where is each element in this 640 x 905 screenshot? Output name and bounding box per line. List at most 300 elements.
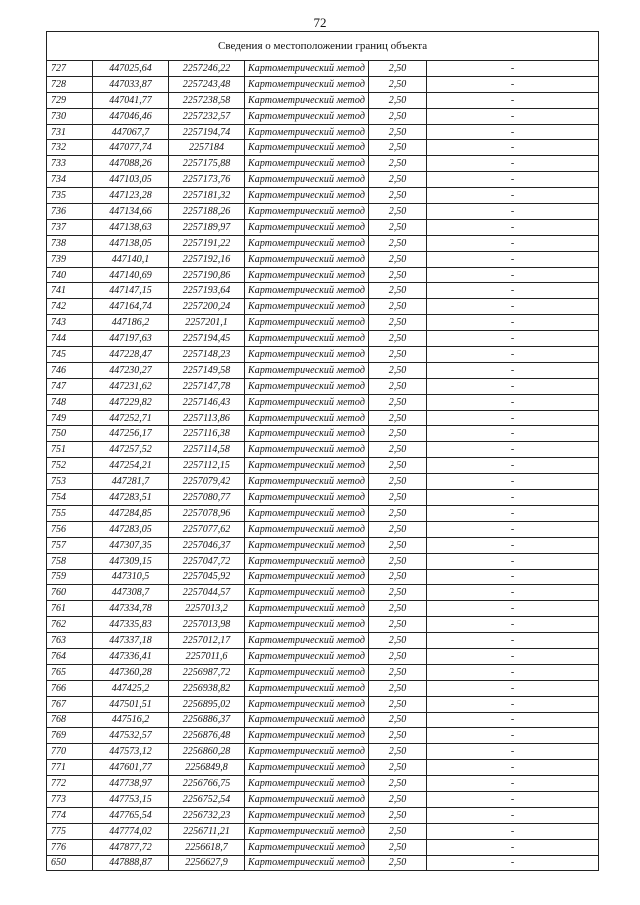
accuracy-cell: 2,50 bbox=[369, 505, 427, 521]
table-row bbox=[47, 267, 599, 283]
accuracy-cell: 2,50 bbox=[369, 283, 427, 299]
note-cell: - bbox=[427, 61, 599, 77]
method-cell: Картометрический метод bbox=[245, 680, 369, 696]
x-coordinate-cell: 447230,27 bbox=[93, 362, 169, 378]
note-cell: - bbox=[427, 410, 599, 426]
method-cell: Картометрический метод bbox=[245, 251, 369, 267]
method-cell: Картометрический метод bbox=[245, 537, 369, 553]
table-row bbox=[47, 394, 599, 410]
accuracy-cell: 2,50 bbox=[369, 92, 427, 108]
note-cell: - bbox=[427, 204, 599, 220]
table-row bbox=[47, 410, 599, 426]
point-number-cell: 769 bbox=[47, 728, 93, 744]
method-cell: Картометрический метод bbox=[245, 219, 369, 235]
x-coordinate-cell: 447123,28 bbox=[93, 188, 169, 204]
method-cell: Картометрический метод bbox=[245, 362, 369, 378]
point-number-cell: 727 bbox=[47, 61, 93, 77]
table-row bbox=[47, 601, 599, 617]
accuracy-cell: 2,50 bbox=[369, 172, 427, 188]
method-cell: Картометрический метод bbox=[245, 156, 369, 172]
y-coordinate-cell: 2257047,72 bbox=[169, 553, 245, 569]
y-coordinate-cell: 2257079,42 bbox=[169, 474, 245, 490]
method-cell: Картометрический метод bbox=[245, 823, 369, 839]
method-cell: Картометрический метод bbox=[245, 331, 369, 347]
point-number-cell: 650 bbox=[47, 855, 93, 871]
point-number-cell: 758 bbox=[47, 553, 93, 569]
table-row bbox=[47, 474, 599, 490]
x-coordinate-cell: 447877,72 bbox=[93, 839, 169, 855]
accuracy-cell: 2,50 bbox=[369, 490, 427, 506]
accuracy-cell: 2,50 bbox=[369, 156, 427, 172]
point-number-cell: 766 bbox=[47, 680, 93, 696]
note-cell: - bbox=[427, 839, 599, 855]
accuracy-cell: 2,50 bbox=[369, 776, 427, 792]
y-coordinate-cell: 2256895,02 bbox=[169, 696, 245, 712]
x-coordinate-cell: 447309,15 bbox=[93, 553, 169, 569]
x-coordinate-cell: 447077,74 bbox=[93, 140, 169, 156]
accuracy-cell: 2,50 bbox=[369, 823, 427, 839]
x-coordinate-cell: 447231,62 bbox=[93, 378, 169, 394]
point-number-cell: 764 bbox=[47, 648, 93, 664]
accuracy-cell: 2,50 bbox=[369, 378, 427, 394]
table-row bbox=[47, 728, 599, 744]
accuracy-cell: 2,50 bbox=[369, 664, 427, 680]
method-cell: Картометрический метод bbox=[245, 776, 369, 792]
y-coordinate-cell: 2257044,57 bbox=[169, 585, 245, 601]
note-cell: - bbox=[427, 442, 599, 458]
x-coordinate-cell: 447103,05 bbox=[93, 172, 169, 188]
y-coordinate-cell: 2256711,21 bbox=[169, 823, 245, 839]
accuracy-cell: 2,50 bbox=[369, 394, 427, 410]
note-cell: - bbox=[427, 648, 599, 664]
boundary-coordinates-table bbox=[46, 31, 599, 871]
page-number: 72 bbox=[313, 15, 327, 30]
accuracy-cell: 2,50 bbox=[369, 331, 427, 347]
accuracy-cell: 2,50 bbox=[369, 474, 427, 490]
point-number-cell: 729 bbox=[47, 92, 93, 108]
table-row bbox=[47, 442, 599, 458]
method-cell: Картометрический метод bbox=[245, 728, 369, 744]
accuracy-cell: 2,50 bbox=[369, 696, 427, 712]
x-coordinate-cell: 447033,87 bbox=[93, 76, 169, 92]
y-coordinate-cell: 2257114,58 bbox=[169, 442, 245, 458]
note-cell: - bbox=[427, 680, 599, 696]
table-row bbox=[47, 219, 599, 235]
accuracy-cell: 2,50 bbox=[369, 124, 427, 140]
table-row bbox=[47, 791, 599, 807]
accuracy-cell: 2,50 bbox=[369, 633, 427, 649]
point-number-cell: 761 bbox=[47, 601, 93, 617]
method-cell: Картометрический метод bbox=[245, 633, 369, 649]
note-cell: - bbox=[427, 537, 599, 553]
note-cell: - bbox=[427, 172, 599, 188]
y-coordinate-cell: 2257200,24 bbox=[169, 299, 245, 315]
point-number-cell: 728 bbox=[47, 76, 93, 92]
table-row bbox=[47, 188, 599, 204]
table-row bbox=[47, 235, 599, 251]
note-cell: - bbox=[427, 92, 599, 108]
method-cell: Картометрический метод bbox=[245, 204, 369, 220]
y-coordinate-cell: 2257046,37 bbox=[169, 537, 245, 553]
y-coordinate-cell: 2256618,7 bbox=[169, 839, 245, 855]
table-row bbox=[47, 569, 599, 585]
point-number-cell: 738 bbox=[47, 235, 93, 251]
y-coordinate-cell: 2257013,98 bbox=[169, 617, 245, 633]
method-cell: Картометрический метод bbox=[245, 744, 369, 760]
point-number-cell: 752 bbox=[47, 458, 93, 474]
table-row bbox=[47, 855, 599, 871]
table-row bbox=[47, 807, 599, 823]
method-cell: Картометрический метод bbox=[245, 378, 369, 394]
accuracy-cell: 2,50 bbox=[369, 839, 427, 855]
point-number-cell: 762 bbox=[47, 617, 93, 633]
accuracy-cell: 2,50 bbox=[369, 108, 427, 124]
table-row bbox=[47, 426, 599, 442]
accuracy-cell: 2,50 bbox=[369, 251, 427, 267]
table-row bbox=[47, 712, 599, 728]
method-cell: Картометрический метод bbox=[245, 442, 369, 458]
accuracy-cell: 2,50 bbox=[369, 347, 427, 363]
table-row bbox=[47, 633, 599, 649]
method-cell: Картометрический метод bbox=[245, 664, 369, 680]
accuracy-cell: 2,50 bbox=[369, 521, 427, 537]
note-cell: - bbox=[427, 299, 599, 315]
y-coordinate-cell: 2256860,28 bbox=[169, 744, 245, 760]
table-row bbox=[47, 648, 599, 664]
accuracy-cell: 2,50 bbox=[369, 728, 427, 744]
note-cell: - bbox=[427, 188, 599, 204]
method-cell: Картометрический метод bbox=[245, 855, 369, 871]
accuracy-cell: 2,50 bbox=[369, 744, 427, 760]
table-row bbox=[47, 76, 599, 92]
note-cell: - bbox=[427, 490, 599, 506]
table-row bbox=[47, 331, 599, 347]
note-cell: - bbox=[427, 712, 599, 728]
x-coordinate-cell: 447738,97 bbox=[93, 776, 169, 792]
note-cell: - bbox=[427, 331, 599, 347]
x-coordinate-cell: 447197,63 bbox=[93, 331, 169, 347]
accuracy-cell: 2,50 bbox=[369, 807, 427, 823]
table-row bbox=[47, 458, 599, 474]
table-title: Сведения о местоположении границ объекта bbox=[47, 32, 599, 61]
method-cell: Картометрический метод bbox=[245, 92, 369, 108]
method-cell: Картометрический метод bbox=[245, 474, 369, 490]
method-cell: Картометрический метод bbox=[245, 140, 369, 156]
table-row bbox=[47, 553, 599, 569]
table-row bbox=[47, 61, 599, 77]
y-coordinate-cell: 2257173,76 bbox=[169, 172, 245, 188]
x-coordinate-cell: 447532,57 bbox=[93, 728, 169, 744]
accuracy-cell: 2,50 bbox=[369, 140, 427, 156]
y-coordinate-cell: 2256766,75 bbox=[169, 776, 245, 792]
x-coordinate-cell: 447335,83 bbox=[93, 617, 169, 633]
note-cell: - bbox=[427, 696, 599, 712]
method-cell: Картометрический метод bbox=[245, 267, 369, 283]
method-cell: Картометрический метод bbox=[245, 172, 369, 188]
x-coordinate-cell: 447164,74 bbox=[93, 299, 169, 315]
note-cell: - bbox=[427, 378, 599, 394]
y-coordinate-cell: 2257188,26 bbox=[169, 204, 245, 220]
method-cell: Картометрический метод bbox=[245, 458, 369, 474]
y-coordinate-cell: 2257184 bbox=[169, 140, 245, 156]
point-number-cell: 765 bbox=[47, 664, 93, 680]
note-cell: - bbox=[427, 728, 599, 744]
table-row bbox=[47, 172, 599, 188]
accuracy-cell: 2,50 bbox=[369, 426, 427, 442]
point-number-cell: 751 bbox=[47, 442, 93, 458]
note-cell: - bbox=[427, 394, 599, 410]
x-coordinate-cell: 447601,77 bbox=[93, 760, 169, 776]
table-title-row bbox=[47, 32, 599, 61]
note-cell: - bbox=[427, 823, 599, 839]
x-coordinate-cell: 447425,2 bbox=[93, 680, 169, 696]
accuracy-cell: 2,50 bbox=[369, 617, 427, 633]
method-cell: Картометрический метод bbox=[245, 807, 369, 823]
y-coordinate-cell: 2257012,17 bbox=[169, 633, 245, 649]
accuracy-cell: 2,50 bbox=[369, 537, 427, 553]
method-cell: Картометрический метод bbox=[245, 76, 369, 92]
accuracy-cell: 2,50 bbox=[369, 76, 427, 92]
x-coordinate-cell: 447254,21 bbox=[93, 458, 169, 474]
y-coordinate-cell: 2257243,48 bbox=[169, 76, 245, 92]
accuracy-cell: 2,50 bbox=[369, 235, 427, 251]
table-row bbox=[47, 839, 599, 855]
y-coordinate-cell: 2256627,9 bbox=[169, 855, 245, 871]
accuracy-cell: 2,50 bbox=[369, 648, 427, 664]
point-number-cell: 742 bbox=[47, 299, 93, 315]
y-coordinate-cell: 2257078,96 bbox=[169, 505, 245, 521]
accuracy-cell: 2,50 bbox=[369, 458, 427, 474]
table-row bbox=[47, 299, 599, 315]
y-coordinate-cell: 2257080,77 bbox=[169, 490, 245, 506]
table-row bbox=[47, 156, 599, 172]
point-number-cell: 750 bbox=[47, 426, 93, 442]
method-cell: Картометрический метод bbox=[245, 347, 369, 363]
accuracy-cell: 2,50 bbox=[369, 219, 427, 235]
point-number-cell: 776 bbox=[47, 839, 93, 855]
note-cell: - bbox=[427, 617, 599, 633]
note-cell: - bbox=[427, 585, 599, 601]
x-coordinate-cell: 447229,82 bbox=[93, 394, 169, 410]
point-number-cell: 768 bbox=[47, 712, 93, 728]
y-coordinate-cell: 2257045,92 bbox=[169, 569, 245, 585]
point-number-cell: 775 bbox=[47, 823, 93, 839]
y-coordinate-cell: 2257246,22 bbox=[169, 61, 245, 77]
method-cell: Картометрический метод bbox=[245, 61, 369, 77]
x-coordinate-cell: 447573,12 bbox=[93, 744, 169, 760]
note-cell: - bbox=[427, 664, 599, 680]
x-coordinate-cell: 447307,35 bbox=[93, 537, 169, 553]
table-row bbox=[47, 378, 599, 394]
method-cell: Картометрический метод bbox=[245, 569, 369, 585]
x-coordinate-cell: 447336,41 bbox=[93, 648, 169, 664]
y-coordinate-cell: 2257232,57 bbox=[169, 108, 245, 124]
note-cell: - bbox=[427, 855, 599, 871]
point-number-cell: 749 bbox=[47, 410, 93, 426]
x-coordinate-cell: 447281,7 bbox=[93, 474, 169, 490]
note-cell: - bbox=[427, 140, 599, 156]
y-coordinate-cell: 2256886,37 bbox=[169, 712, 245, 728]
note-cell: - bbox=[427, 283, 599, 299]
table-row bbox=[47, 362, 599, 378]
table-row bbox=[47, 664, 599, 680]
point-number-cell: 731 bbox=[47, 124, 93, 140]
method-cell: Картометрический метод bbox=[245, 712, 369, 728]
method-cell: Картометрический метод bbox=[245, 315, 369, 331]
table-row bbox=[47, 283, 599, 299]
note-cell: - bbox=[427, 347, 599, 363]
y-coordinate-cell: 2257011,6 bbox=[169, 648, 245, 664]
table-row bbox=[47, 92, 599, 108]
y-coordinate-cell: 2257191,22 bbox=[169, 235, 245, 251]
point-number-cell: 743 bbox=[47, 315, 93, 331]
method-cell: Картометрический метод bbox=[245, 839, 369, 855]
method-cell: Картометрический метод bbox=[245, 648, 369, 664]
x-coordinate-cell: 447138,05 bbox=[93, 235, 169, 251]
x-coordinate-cell: 447888,87 bbox=[93, 855, 169, 871]
x-coordinate-cell: 447283,05 bbox=[93, 521, 169, 537]
table-row bbox=[47, 617, 599, 633]
note-cell: - bbox=[427, 521, 599, 537]
point-number-cell: 754 bbox=[47, 490, 93, 506]
point-number-cell: 753 bbox=[47, 474, 93, 490]
method-cell: Картометрический метод bbox=[245, 696, 369, 712]
method-cell: Картометрический метод bbox=[245, 410, 369, 426]
accuracy-cell: 2,50 bbox=[369, 61, 427, 77]
x-coordinate-cell: 447140,1 bbox=[93, 251, 169, 267]
point-number-cell: 773 bbox=[47, 791, 93, 807]
note-cell: - bbox=[427, 426, 599, 442]
point-number-cell: 740 bbox=[47, 267, 93, 283]
note-cell: - bbox=[427, 791, 599, 807]
x-coordinate-cell: 447501,51 bbox=[93, 696, 169, 712]
accuracy-cell: 2,50 bbox=[369, 204, 427, 220]
x-coordinate-cell: 447310,5 bbox=[93, 569, 169, 585]
note-cell: - bbox=[427, 505, 599, 521]
accuracy-cell: 2,50 bbox=[369, 553, 427, 569]
x-coordinate-cell: 447516,2 bbox=[93, 712, 169, 728]
y-coordinate-cell: 2257116,38 bbox=[169, 426, 245, 442]
accuracy-cell: 2,50 bbox=[369, 267, 427, 283]
note-cell: - bbox=[427, 219, 599, 235]
x-coordinate-cell: 447140,69 bbox=[93, 267, 169, 283]
y-coordinate-cell: 2256849,8 bbox=[169, 760, 245, 776]
x-coordinate-cell: 447228,47 bbox=[93, 347, 169, 363]
y-coordinate-cell: 2257189,97 bbox=[169, 219, 245, 235]
y-coordinate-cell: 2257013,2 bbox=[169, 601, 245, 617]
point-number-cell: 755 bbox=[47, 505, 93, 521]
note-cell: - bbox=[427, 776, 599, 792]
table-row bbox=[47, 204, 599, 220]
point-number-cell: 741 bbox=[47, 283, 93, 299]
method-cell: Картометрический метод bbox=[245, 601, 369, 617]
point-number-cell: 756 bbox=[47, 521, 93, 537]
table-row bbox=[47, 108, 599, 124]
point-number-cell: 733 bbox=[47, 156, 93, 172]
table-row bbox=[47, 505, 599, 521]
accuracy-cell: 2,50 bbox=[369, 362, 427, 378]
table-row bbox=[47, 680, 599, 696]
y-coordinate-cell: 2257112,15 bbox=[169, 458, 245, 474]
point-number-cell: 747 bbox=[47, 378, 93, 394]
y-coordinate-cell: 2257149,58 bbox=[169, 362, 245, 378]
x-coordinate-cell: 447308,7 bbox=[93, 585, 169, 601]
point-number-cell: 735 bbox=[47, 188, 93, 204]
x-coordinate-cell: 447753,15 bbox=[93, 791, 169, 807]
table-row bbox=[47, 776, 599, 792]
point-number-cell: 744 bbox=[47, 331, 93, 347]
method-cell: Картометрический метод bbox=[245, 188, 369, 204]
accuracy-cell: 2,50 bbox=[369, 188, 427, 204]
method-cell: Картометрический метод bbox=[245, 791, 369, 807]
y-coordinate-cell: 2256987,72 bbox=[169, 664, 245, 680]
y-coordinate-cell: 2257181,32 bbox=[169, 188, 245, 204]
point-number-cell: 759 bbox=[47, 569, 93, 585]
x-coordinate-cell: 447257,52 bbox=[93, 442, 169, 458]
table-row bbox=[47, 744, 599, 760]
point-number-cell: 732 bbox=[47, 140, 93, 156]
y-coordinate-cell: 2256938,82 bbox=[169, 680, 245, 696]
note-cell: - bbox=[427, 458, 599, 474]
method-cell: Картометрический метод bbox=[245, 299, 369, 315]
note-cell: - bbox=[427, 760, 599, 776]
point-number-cell: 763 bbox=[47, 633, 93, 649]
y-coordinate-cell: 2257201,1 bbox=[169, 315, 245, 331]
x-coordinate-cell: 447147,15 bbox=[93, 283, 169, 299]
x-coordinate-cell: 447025,64 bbox=[93, 61, 169, 77]
y-coordinate-cell: 2257146,43 bbox=[169, 394, 245, 410]
x-coordinate-cell: 447046,46 bbox=[93, 108, 169, 124]
accuracy-cell: 2,50 bbox=[369, 410, 427, 426]
point-number-cell: 772 bbox=[47, 776, 93, 792]
note-cell: - bbox=[427, 267, 599, 283]
accuracy-cell: 2,50 bbox=[369, 315, 427, 331]
x-coordinate-cell: 447134,66 bbox=[93, 204, 169, 220]
y-coordinate-cell: 2257193,64 bbox=[169, 283, 245, 299]
note-cell: - bbox=[427, 76, 599, 92]
accuracy-cell: 2,50 bbox=[369, 680, 427, 696]
accuracy-cell: 2,50 bbox=[369, 760, 427, 776]
method-cell: Картометрический метод bbox=[245, 108, 369, 124]
point-number-cell: 770 bbox=[47, 744, 93, 760]
note-cell: - bbox=[427, 601, 599, 617]
y-coordinate-cell: 2257192,16 bbox=[169, 251, 245, 267]
point-number-cell: 771 bbox=[47, 760, 93, 776]
method-cell: Картометрический метод bbox=[245, 426, 369, 442]
table-body bbox=[47, 61, 599, 871]
note-cell: - bbox=[427, 569, 599, 585]
note-cell: - bbox=[427, 235, 599, 251]
accuracy-cell: 2,50 bbox=[369, 585, 427, 601]
point-number-cell: 737 bbox=[47, 219, 93, 235]
note-cell: - bbox=[427, 362, 599, 378]
method-cell: Картометрический метод bbox=[245, 124, 369, 140]
point-number-cell: 767 bbox=[47, 696, 93, 712]
method-cell: Картометрический метод bbox=[245, 505, 369, 521]
y-coordinate-cell: 2257148,23 bbox=[169, 347, 245, 363]
table-row bbox=[47, 823, 599, 839]
method-cell: Картометрический метод bbox=[245, 283, 369, 299]
table-row bbox=[47, 760, 599, 776]
y-coordinate-cell: 2257147,78 bbox=[169, 378, 245, 394]
method-cell: Картометрический метод bbox=[245, 760, 369, 776]
note-cell: - bbox=[427, 108, 599, 124]
x-coordinate-cell: 447334,78 bbox=[93, 601, 169, 617]
point-number-cell: 774 bbox=[47, 807, 93, 823]
point-number-cell: 748 bbox=[47, 394, 93, 410]
accuracy-cell: 2,50 bbox=[369, 601, 427, 617]
x-coordinate-cell: 447284,85 bbox=[93, 505, 169, 521]
